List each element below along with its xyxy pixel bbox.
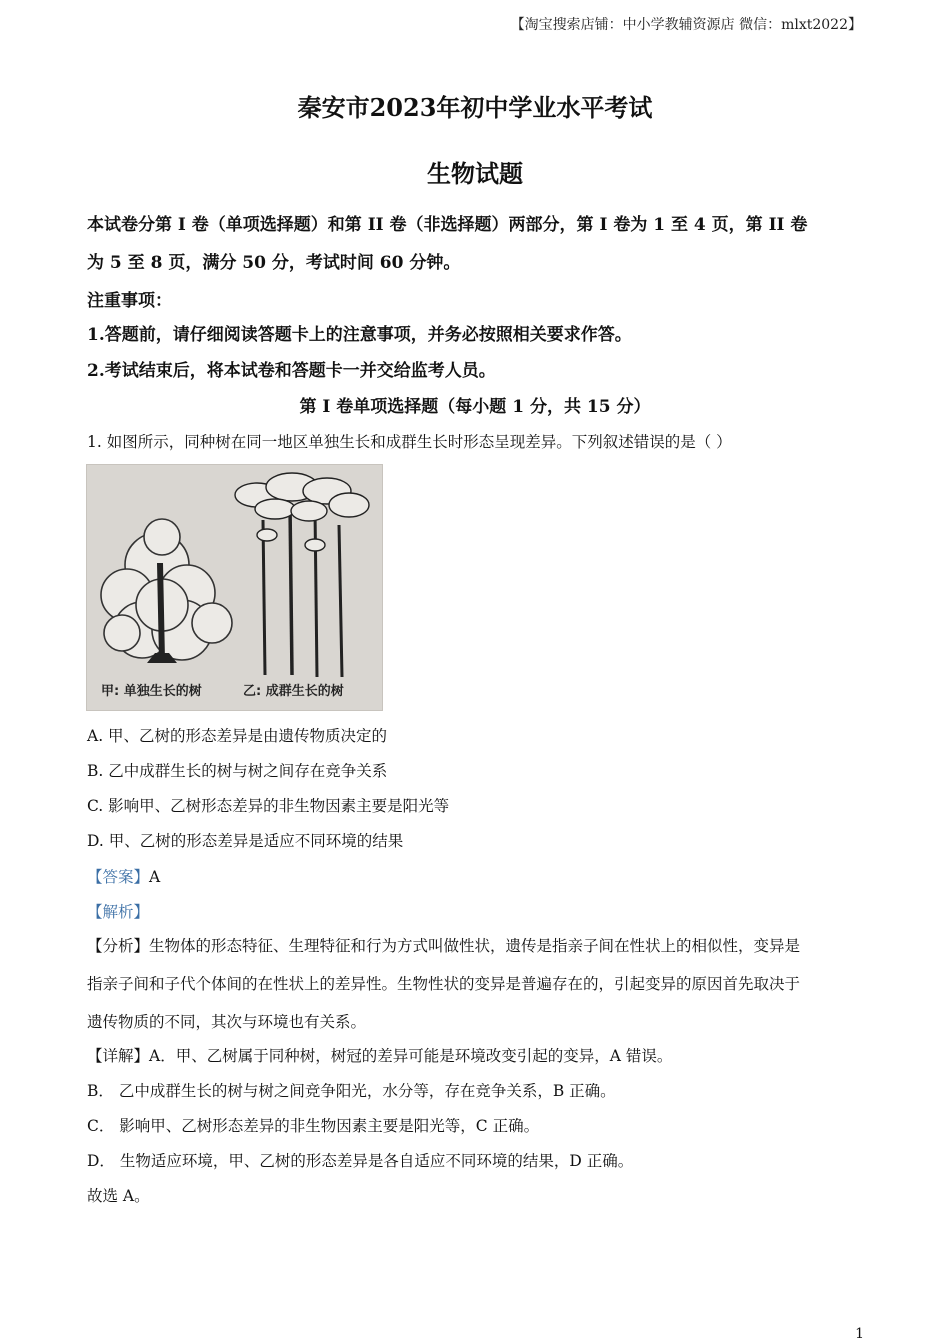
option-b: B. 乙中成群生长的树与树之间存在竞争关系	[87, 762, 388, 780]
page-number: 1	[855, 1326, 864, 1342]
answer-label: 【答案】	[87, 868, 150, 886]
answer-value: A	[149, 868, 161, 886]
notice-heading: 注重事项：	[87, 291, 172, 311]
figure-caption-right: 乙: 成群生长的树	[243, 684, 344, 699]
header-note: 【淘宝搜索店铺：中小学教辅资源店 微信：mlxt2022】	[510, 17, 862, 33]
question-1-stem: 1. 如图所示，同种树在同一地区单独生长和成群生长时形态呈现差异。下列叙述错误的是（ ）	[87, 433, 732, 451]
option-d: D. 甲、乙树的形态差异是适应不同环境的结果	[87, 832, 404, 850]
option-c: C. 影响甲、乙树形态差异的非生物因素主要是阳光等	[87, 797, 450, 815]
analysis-label: 【解析】	[87, 903, 150, 921]
figure-caption-left: 甲: 单独生长的树	[101, 684, 202, 699]
option-a: A. 甲、乙树的形态差异是由遗传物质决定的	[87, 727, 388, 745]
tree-illustration	[87, 465, 382, 710]
analysis-line-1: 【分析】生物体的形态特征、生理特征和行为方式叫做性状，遗传是指亲子间在性状上的相似性，变异是	[87, 937, 801, 955]
intro-line-2: 为 5 至 8 页，满分 50 分，考试时间 60 分钟。	[87, 253, 461, 273]
section-heading: 第 I 卷单项选择题（每小题 1 分，共 15 分）	[299, 397, 651, 417]
exam-subtitle: 生物试题	[427, 159, 523, 188]
notice-item-1: 1.答题前，请仔细阅读答题卡上的注意事项，并务必按照相关要求作答。	[87, 325, 632, 345]
answer-line	[87, 865, 160, 887]
single-tree-drawing	[101, 519, 232, 663]
intro-line-1: 本试卷分第 I 卷（单项选择题）和第 II 卷（非选择题）两部分，第 I 卷为 1 至 4 页，第 II 卷	[87, 215, 808, 235]
group-trees-drawing	[235, 473, 369, 677]
detail-line-c: C． 影响甲、乙树形态差异的非生物因素主要是阳光等，C 正确。	[87, 1117, 540, 1135]
notice-item-2: 2.考试结束后，将本试卷和答题卡一并交给监考人员。	[87, 361, 496, 381]
detail-line-b: B． 乙中成群生长的树与树之间竞争阳光，水分等，存在竞争关系，B 正确。	[87, 1082, 616, 1100]
detail-line-d: D． 生物适应环境，甲、乙树的形态差异是各自适应不同环境的结果，D 正确。	[87, 1152, 634, 1170]
analysis-line-2: 指亲子间和子代个体间的在性状上的差异性。生物性状的变异是普遍存在的，引起变异的原因首先取决于	[87, 975, 801, 993]
analysis-line-3: 遗传物质的不同，其次与环境也有关系。	[87, 1013, 367, 1031]
detail-line-a: 【详解】A．甲、乙树属于同种树，树冠的差异可能是环境改变引起的变异，A 错误。	[87, 1047, 673, 1065]
conclusion-line: 故选 A。	[87, 1187, 150, 1205]
tree-figure	[86, 464, 383, 711]
exam-title: 秦安市2023年初中学业水平考试	[297, 93, 653, 122]
